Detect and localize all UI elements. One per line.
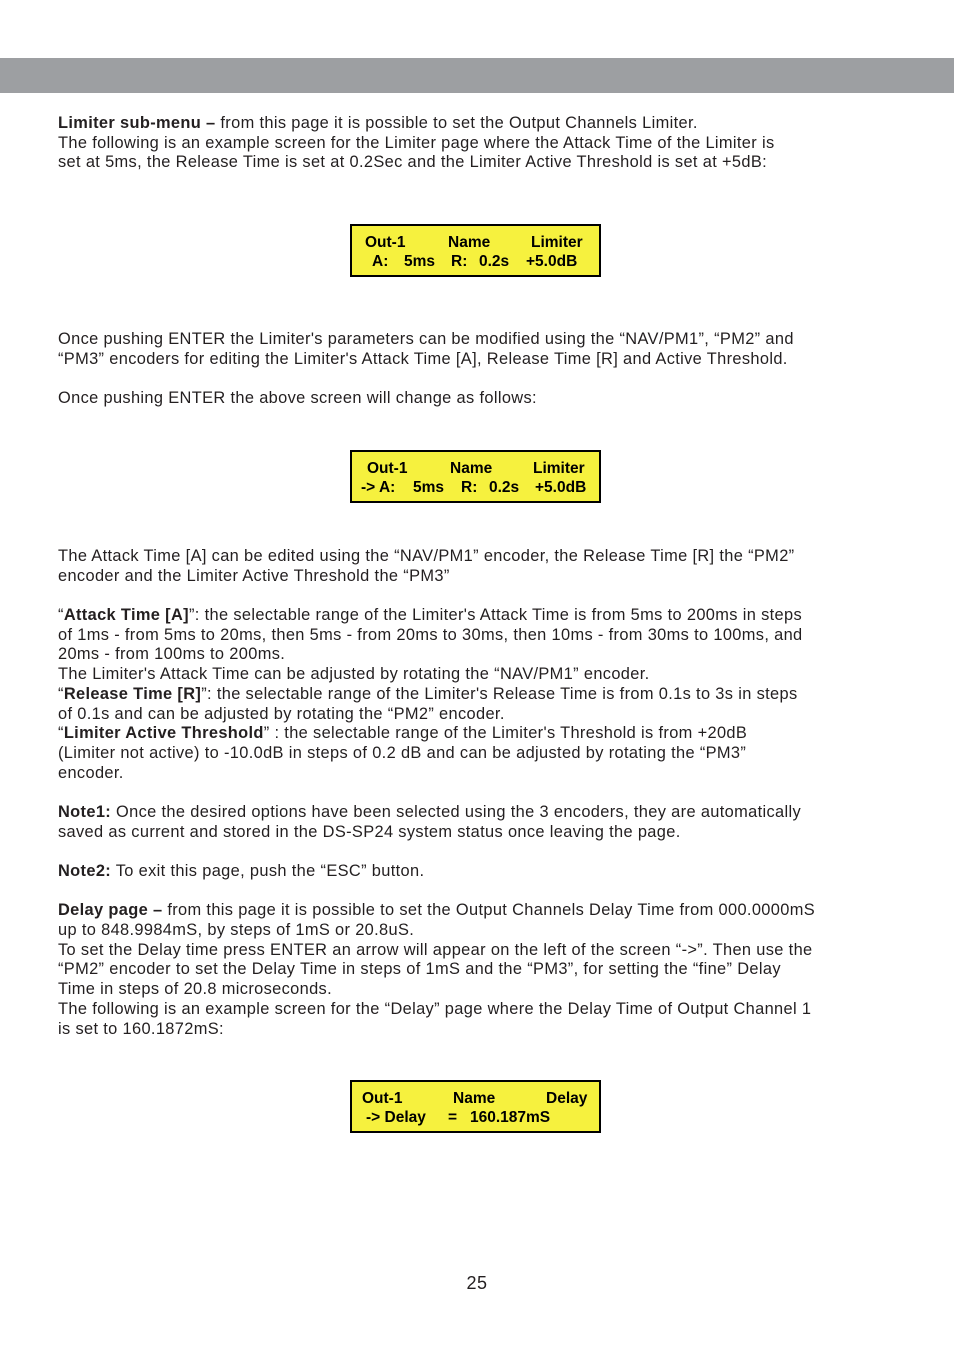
note1-label: Note1: xyxy=(58,802,112,821)
note2-label: Note2: xyxy=(58,862,112,880)
header-bar xyxy=(0,58,954,93)
attack-time-label: Attack Time [A] xyxy=(63,606,189,625)
enter-instructions: Once pushing ENTER the Limiter's parameters can be modified using the “NAV/PM1”, “PM2” and “PM3” encoders for editing the Limiter's Attack Time [A], Release Time [R] and Active Threshold. Once pushing ENTER the above screen will change as follows: xyxy=(58,330,794,408)
limiter-submenu-title: Limiter sub-menu – xyxy=(58,114,216,132)
threshold-label: Limiter Active Threshold xyxy=(63,724,264,743)
limiter-intro: Limiter sub-menu – from this page it is possible to set the Output Channels Limiter. The following is an example screen for the Limiter page where the Attack Time of the Limiter is set at 5ms, the Release Time is set at 0.2Sec and the Limiter Active Threshold is set at +5dB: xyxy=(58,114,775,172)
release-time-label: Release Time [R] xyxy=(63,684,202,703)
lcd-screen-limiter: Out-1 Name Limiter A: 5ms R: 0.2s +5.0dB xyxy=(350,224,601,277)
lcd-screen-limiter-edit: Out-1 Name Limiter -> A: 5ms R: 0.2s +5.0dB xyxy=(350,450,601,503)
page-number: 25 xyxy=(466,1273,488,1293)
parameter-description: The Attack Time [A] can be edited using the “NAV/PM1” encoder, the Release Time [R] the “PM2” encoder and the Limiter Active Threshold the “PM3” “Attack Time [A]”: the selectable range of the Limiter's Attack Time is from 5ms to 200ms in steps of 1ms - from 5ms to 20ms, then 5ms - from 20ms to 30ms, then 10ms - from 30ms to 100ms, and 20ms - from 100ms to 200ms. The Limiter's Attack Time can be adjusted by rotating the “NAV/PM1” encoder. “Release Time [R]”: the selectable range of the Limiter's Release Time is from 0.1s to 3s in steps of 0.1s and can be adjusted by rotating the “PM2” encoder. “Limiter Active Threshold” : the selectable range of the Limiter's Threshold is from +20dB (Limiter not active) to -10.0dB in steps of 0.2 dB and can be adjusted by rotating the “PM3” encoder. Note1: Once the desired options have been selected using the 3 encoders, they are automatically saved as current and stored in the DS-SP24 system status once leaving the page. Note2: To exit this page, push the “ESC” button. Delay page – from this page it is possible to set the Output Channels Delay Time from 000.0000mS up to 848.9984mS, by steps of 1mS or 20.8uS. To set the Delay time press ENTER an arrow will appear on the left of the screen “->”. Then use the “PM2” encoder to set the Delay Time in steps of 1mS and the “PM3”, for setting the “fine” Delay Time in steps of 20.8 microseconds. The following is an example screen for the “Delay” page where the Delay Time of Output Channel 1 is set to 160.1872mS: xyxy=(58,547,815,1038)
lcd-screen-delay: Out-1 Name Delay -> Delay = 160.187mS xyxy=(350,1080,601,1133)
delay-page-title: Delay page – xyxy=(58,901,163,920)
